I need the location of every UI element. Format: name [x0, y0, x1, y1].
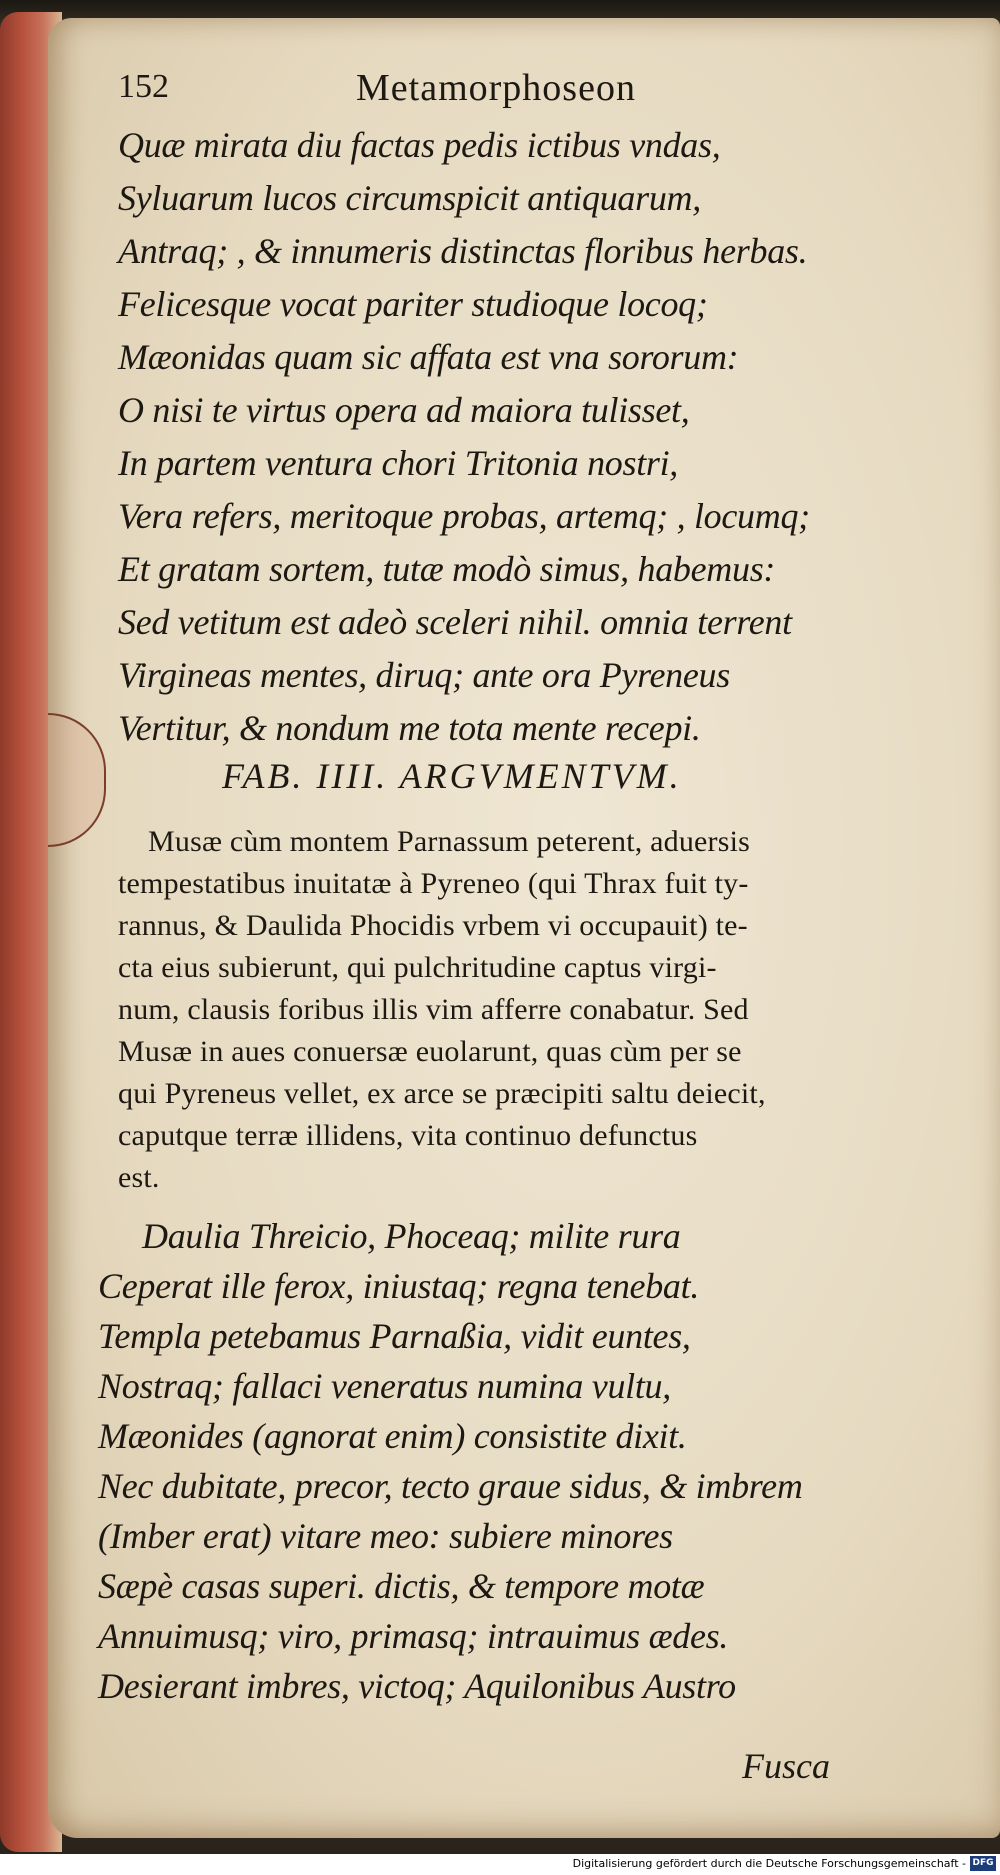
- verse-line: Ceperat ille ferox, iniustaq; regna tenebat.: [98, 1266, 700, 1306]
- argument-line: tempestatibus inuitatæ à Pyreneo (qui Thrax fuit ty-: [118, 867, 749, 900]
- argument-line: est.: [118, 1161, 160, 1194]
- verse-line: Templa petebamus Parnaßia, vidit euntes,: [98, 1316, 691, 1356]
- verse-line: Virgineas mentes, diruq; ante ora Pyreneus: [118, 655, 730, 695]
- argument-line: caputque terræ illidens, vita continuo defunctus: [118, 1119, 698, 1152]
- argument-line: rannus, & Daulida Phocidis vrbem vi occupauit) te-: [118, 909, 748, 942]
- verse-line: Annuimusq; viro, primasq; intrauimus ædes.: [98, 1616, 729, 1656]
- verse-line: Sed vetitum est adeò sceleri nihil. omnia terrent: [118, 602, 792, 642]
- verse-line: Mæonidas quam sic affata est vna sororum:: [118, 337, 739, 377]
- argument-line: qui Pyreneus vellet, ex arce se præcipiti saltu deiecit,: [118, 1077, 766, 1110]
- verse-line: (Imber erat) vitare meo: subiere minores: [98, 1516, 673, 1556]
- argument-line: Musæ in aues conuersæ euolarunt, quas cùm per se: [118, 1035, 742, 1068]
- argument-line: cta eius subierunt, qui pulchritudine captus virgi-: [118, 951, 717, 984]
- verse-line: Quæ mirata diu factas pedis ictibus vndas,: [118, 125, 721, 165]
- verse-line: Nostraq; fallaci veneratus numina vultu,: [98, 1366, 671, 1406]
- footer-credit: Digitalisierung gefördert durch die Deutsche Forschungsgemeinschaft -: [572, 1857, 966, 1870]
- verse-line: Antraq; , & innumeris distinctas floribus herbas.: [118, 231, 808, 271]
- section-heading: FAB. IIII. ARGVMENTVM.: [222, 756, 682, 796]
- verse-line: Daulia Threicio, Phoceaq; milite rura: [142, 1216, 681, 1256]
- page-tab-marker: [48, 713, 106, 847]
- verse-line: Felicesque vocat pariter studioque locoq;: [118, 284, 708, 324]
- verse-line: Mæonides (agnorat enim) consistite dixit.: [98, 1416, 687, 1456]
- verse-line: O nisi te virtus opera ad maiora tulisset,: [118, 390, 690, 430]
- page-number: 152: [118, 68, 169, 105]
- running-head: Metamorphoseon: [356, 67, 636, 109]
- verse-line: Syluarum lucos circumspicit antiquarum,: [118, 178, 701, 218]
- verse-line: Vera refers, meritoque probas, artemq; , locumq;: [118, 496, 810, 536]
- verse-line: Et gratam sortem, tutæ modò simus, habemus:: [118, 549, 776, 589]
- verse-line: Vertitur, & nondum me tota mente recepi.: [118, 708, 701, 748]
- argument-line: num, clausis foribus illis vim afferre conabatur. Sed: [118, 993, 749, 1026]
- dfg-logo: DFG: [970, 1856, 996, 1871]
- verse-line: Sæpè casas superi. dictis, & tempore motæ: [98, 1566, 705, 1606]
- catchword: Fusca: [742, 1746, 830, 1786]
- argument-line: Musæ cùm montem Parnassum peterent, aduersis: [148, 825, 751, 858]
- verse-line: Desierant imbres, victoq; Aquilonibus Austro: [98, 1666, 736, 1706]
- verse-line: Nec dubitate, precor, tecto graue sidus, & imbrem: [98, 1466, 803, 1506]
- verse-line: In partem ventura chori Tritonia nostri,: [118, 443, 679, 483]
